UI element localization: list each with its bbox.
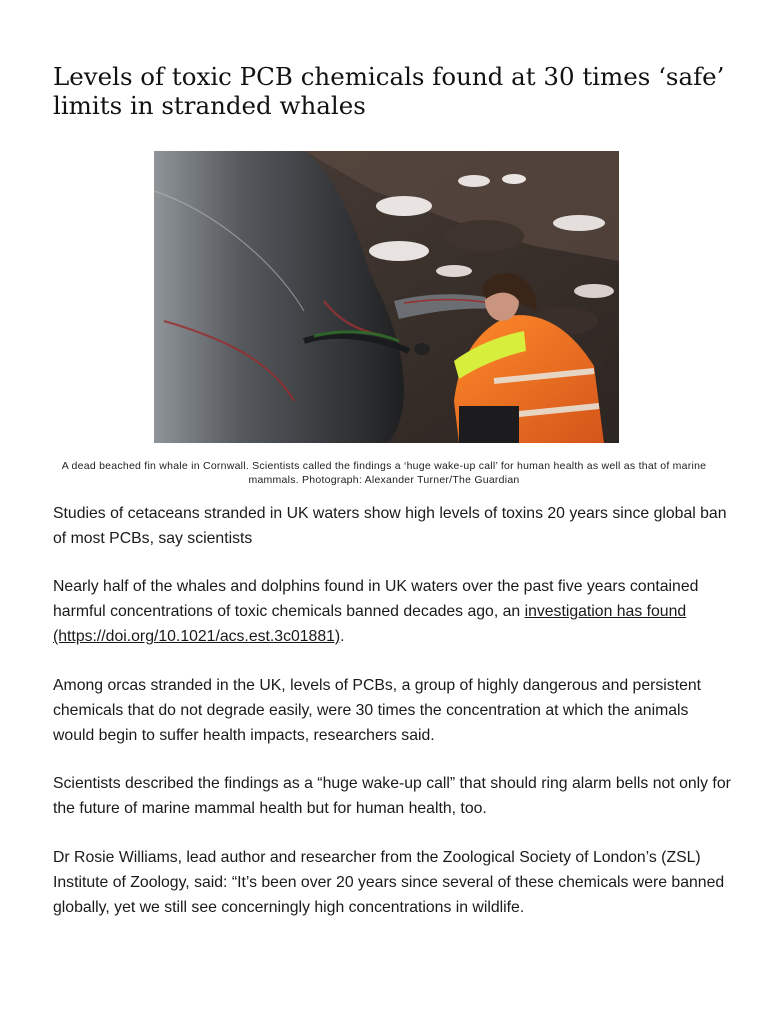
investigation-link[interactable]: investigation has found (https://doi.org/10.1021/acs.est.3c01881) [53, 603, 687, 645]
body-paragraph-1 [53, 574, 733, 649]
headline: Levels of toxic PCB chemicals found at 30 times ‘safe’ limits in stranded whales [53, 62, 725, 120]
standfirst: Studies of cetaceans stranded in UK waters show high levels of toxins 20 years since global ban of most PCBs, say scientists [53, 505, 727, 547]
body-paragraph-2: Among orcas stranded in the UK, levels of PCBs, a group of highly dangerous and persistent chemicals that do not degrade easily, were 30 times the concentration at which the animals would begin to suffer health impacts, researchers said. [53, 677, 702, 744]
article-photo [154, 151, 619, 443]
body-paragraph-1-text: Nearly half of the whales and dolphins found in UK waters over the past five years contained harmful concentrations of toxic chemicals banned decades ago, an [53, 578, 699, 620]
photo-caption: A dead beached fin whale in Cornwall. Scientists called the findings a ‘huge wake-up call’ for human health as well as that of marine mammals. Photograph: Alexander Turner/The Guardian [61, 460, 707, 486]
body-paragraph-3: Scientists described the findings as a “huge wake-up call” that should ring alarm bells not only for the future of marine mammal health but for human health, too. [53, 775, 731, 817]
beached-whale-photo [154, 151, 619, 443]
body-paragraph-4: Dr Rosie Williams, lead author and researcher from the Zoological Society of London’s (ZSL) Institute of Zoology, said: “It’s been over 20 years since several of these chemicals were banned globally, yet we still see concerningly high concentrations in wildlife. [53, 849, 725, 916]
body-paragraph-1-end: . [340, 628, 345, 645]
